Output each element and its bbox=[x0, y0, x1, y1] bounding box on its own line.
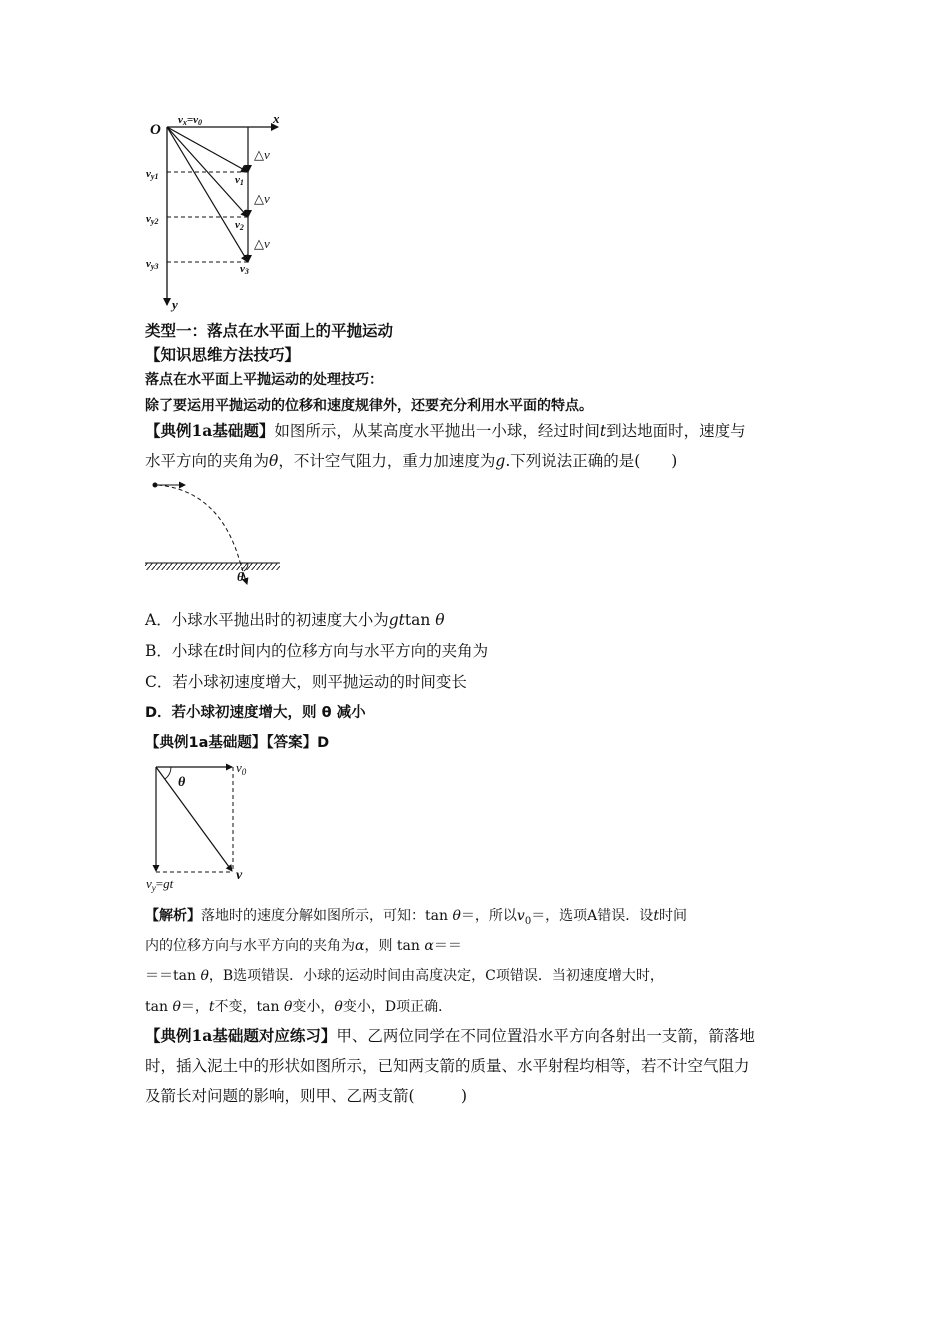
practice-line-3: 及箭长对问题的影响，则甲、乙两支箭( ) bbox=[145, 1087, 468, 1105]
delta-v-label-1: △v bbox=[254, 147, 270, 162]
section-title: 类型一：落点在水平面上的平抛运动 bbox=[145, 321, 394, 340]
velocity-triangle-figure bbox=[140, 758, 260, 894]
v3-arrow bbox=[167, 127, 248, 262]
svg-text:v2: v2 bbox=[235, 219, 244, 232]
origin-label: O bbox=[150, 122, 161, 138]
svg-text:v1: v1 bbox=[235, 174, 244, 187]
option-b: B．小球在t时间内的位移方向与水平方向的夹角为 bbox=[145, 642, 489, 660]
example-line-1: 【典例1a基础题】如图所示，从某高度水平抛出一小球，经过时间t到达地面时，速度与 bbox=[145, 421, 746, 440]
svg-text:v3: v3 bbox=[240, 263, 249, 276]
v1-arrow bbox=[167, 127, 248, 172]
delta-v-label-2: △v bbox=[254, 191, 270, 206]
analysis-line-1: 【解析】落地时的速度分解如图所示，可知：tan θ＝，所以$v_0=$，选项A错误．设t时间 bbox=[145, 908, 687, 927]
x-axis-label: x bbox=[273, 111, 280, 126]
svg-text:v: v bbox=[236, 868, 243, 883]
velocity-decomposition-figure bbox=[140, 110, 300, 310]
ground bbox=[145, 563, 280, 570]
option-c: C．若小球初速度增大，则平抛运动的时间变长 bbox=[145, 673, 467, 691]
practice-line-1: 【典例1a基础题对应练习】甲、乙两位同学在不同位置沿水平方向各射出一支箭，箭落地 bbox=[145, 1026, 755, 1045]
svg-text:vy2: vy2 bbox=[146, 213, 159, 226]
svg-text:θ: θ bbox=[237, 569, 244, 584]
analysis-line-4: tan θ＝，t不变，tan θ变小，θ变小，D项正确． bbox=[145, 999, 453, 1015]
svg-text:vy1: vy1 bbox=[146, 168, 159, 181]
analysis-line-2: 内的位移方向与水平方向的夹角为α，则 tan α＝＝ bbox=[145, 938, 462, 954]
svg-text:θ: θ bbox=[178, 775, 186, 790]
v2-arrow bbox=[167, 127, 248, 217]
svg-text:v0: $v_0$ bbox=[236, 760, 247, 777]
example-line-2: 水平方向的夹角为θ，不计空气阻力，重力加速度为g.下列说法正确的是( ) bbox=[145, 452, 678, 470]
delta-v-label-3: △v bbox=[254, 236, 270, 251]
option-a: A．小球水平抛出时的初速度大小为gttan θ bbox=[145, 611, 445, 629]
y-axis-label: y bbox=[172, 297, 178, 312]
ball bbox=[153, 483, 158, 488]
ball-trajectory-figure bbox=[140, 476, 290, 606]
svg-text:vy=gt: $v_y=gt$ bbox=[146, 876, 174, 893]
option-d: D．若小球初速度增大，则 θ 减小 bbox=[145, 705, 366, 721]
svg-text:vx=v0: vx=v0 bbox=[178, 114, 203, 127]
method-line-2: 除了要运用平抛运动的位移和速度规律外，还要充分利用水平面的特点。 bbox=[145, 398, 593, 414]
analysis-line-3: ＝＝tan θ，B选项错误．小球的运动时间由高度决定，C项错误．当初速度增大时， bbox=[145, 968, 664, 984]
v-arrow bbox=[156, 767, 232, 871]
answer-line: 【典例1a基础题】【答案】D bbox=[145, 735, 330, 751]
method-line-1: 落点在水平面上平抛运动的处理技巧： bbox=[145, 372, 383, 388]
svg-text:vy3: vy3 bbox=[146, 258, 159, 271]
method-title: 【知识思维方法技巧】 bbox=[145, 345, 301, 364]
practice-line-2: 时，插入泥土中的形状如图所示，已知两支箭的质量、水平射程均相等，若不计空气阻力 bbox=[145, 1057, 750, 1075]
